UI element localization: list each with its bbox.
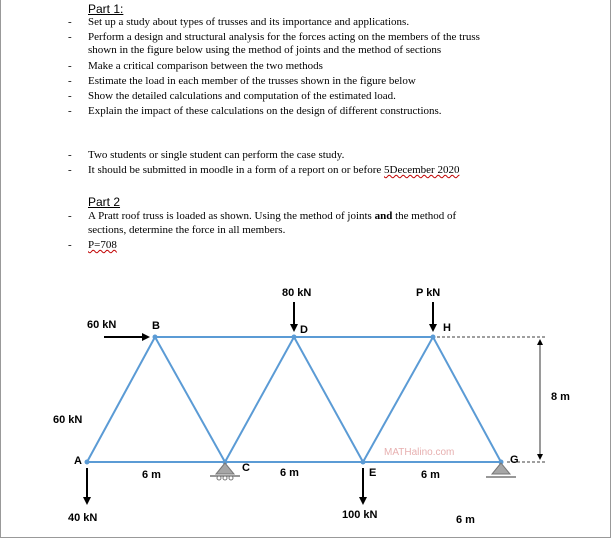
bullet: - (68, 105, 72, 117)
problem-text-b: the method of (392, 210, 457, 222)
task-item-2-line1: Perform a design and structural analysis for the forces acting on the members of the truss (88, 31, 480, 43)
task-item-6: Explain the impact of these calculations on the design of different constructions. (88, 105, 442, 117)
load-label-h: P kN (416, 287, 441, 299)
load-label-e: 100 kN (342, 509, 378, 521)
truss-joints (85, 335, 504, 465)
bullet: - (68, 210, 72, 222)
dim-label-span2: 6 m (280, 467, 299, 479)
load-label-d: 80 kN (282, 287, 312, 299)
bullet: - (68, 16, 72, 28)
joint-label-h: H (443, 322, 451, 334)
member-cd (225, 337, 294, 462)
bullet: - (68, 90, 72, 102)
watermark: MATHalino.com (384, 447, 455, 458)
task-item-2-line2: shown in the figure below using the method of joints and the method of sections (88, 44, 442, 56)
joint-label-c: C (242, 462, 250, 474)
dim-label-span4: 6 m (456, 514, 475, 526)
p-value-text: P=708 (88, 239, 117, 251)
bullet: - (68, 164, 72, 176)
truss-members (87, 337, 501, 462)
note-team-size: Two students or single student can perform the case study. (88, 149, 345, 161)
dim-label-height: 8 m (551, 391, 570, 403)
member-ab (87, 337, 155, 462)
problem-text-a: A Pratt roof truss is loaded as shown. Using the method of joints (88, 210, 375, 222)
member-eh (363, 337, 433, 462)
joint-label-g: G (510, 454, 519, 466)
member-bc (155, 337, 225, 462)
joint-label-b: B (152, 320, 160, 332)
bullet: - (68, 149, 72, 161)
part1-heading: Part 1: (88, 2, 124, 16)
problem-line2: sections, determine the force in all members. (88, 224, 286, 236)
joint-label-d: D (300, 324, 308, 336)
bullet: - (68, 75, 72, 87)
task-item-4: Estimate the load in each member of the trusses shown in the figure below (88, 75, 416, 87)
task-item-1: Set up a study about types of trusses and its importance and applications. (88, 16, 410, 28)
task-item-3: Make a critical comparison between the two methods (88, 60, 323, 72)
load-label-b: 60 kN (87, 319, 117, 331)
joint-a (85, 460, 90, 465)
load-label-a-down: 40 kN (68, 512, 98, 524)
part2-heading: Part 2 (88, 195, 121, 209)
joint-label-a: A (74, 455, 82, 467)
note-submission-text: It should be submitted in moodle in a form of a report on or before (88, 164, 385, 176)
joint-d (292, 335, 297, 340)
due-date: 5December 2020 (384, 164, 460, 176)
bullet: - (68, 31, 72, 43)
bullet: - (68, 239, 72, 251)
problem-text-and: and (374, 210, 393, 222)
member-de (294, 337, 363, 462)
task-item-5: Show the detailed calculations and computation of the estimated load. (88, 90, 396, 102)
joint-label-e: E (369, 467, 377, 479)
load-label-a-side: 60 kN (53, 414, 83, 426)
support-c (210, 463, 240, 480)
dim-label-span3: 6 m (421, 469, 440, 481)
joint-b (153, 335, 158, 340)
joint-h (431, 335, 436, 340)
member-hg (433, 337, 501, 462)
bullet: - (68, 60, 72, 72)
joint-e (361, 460, 366, 465)
dim-label-span1: 6 m (142, 469, 161, 481)
